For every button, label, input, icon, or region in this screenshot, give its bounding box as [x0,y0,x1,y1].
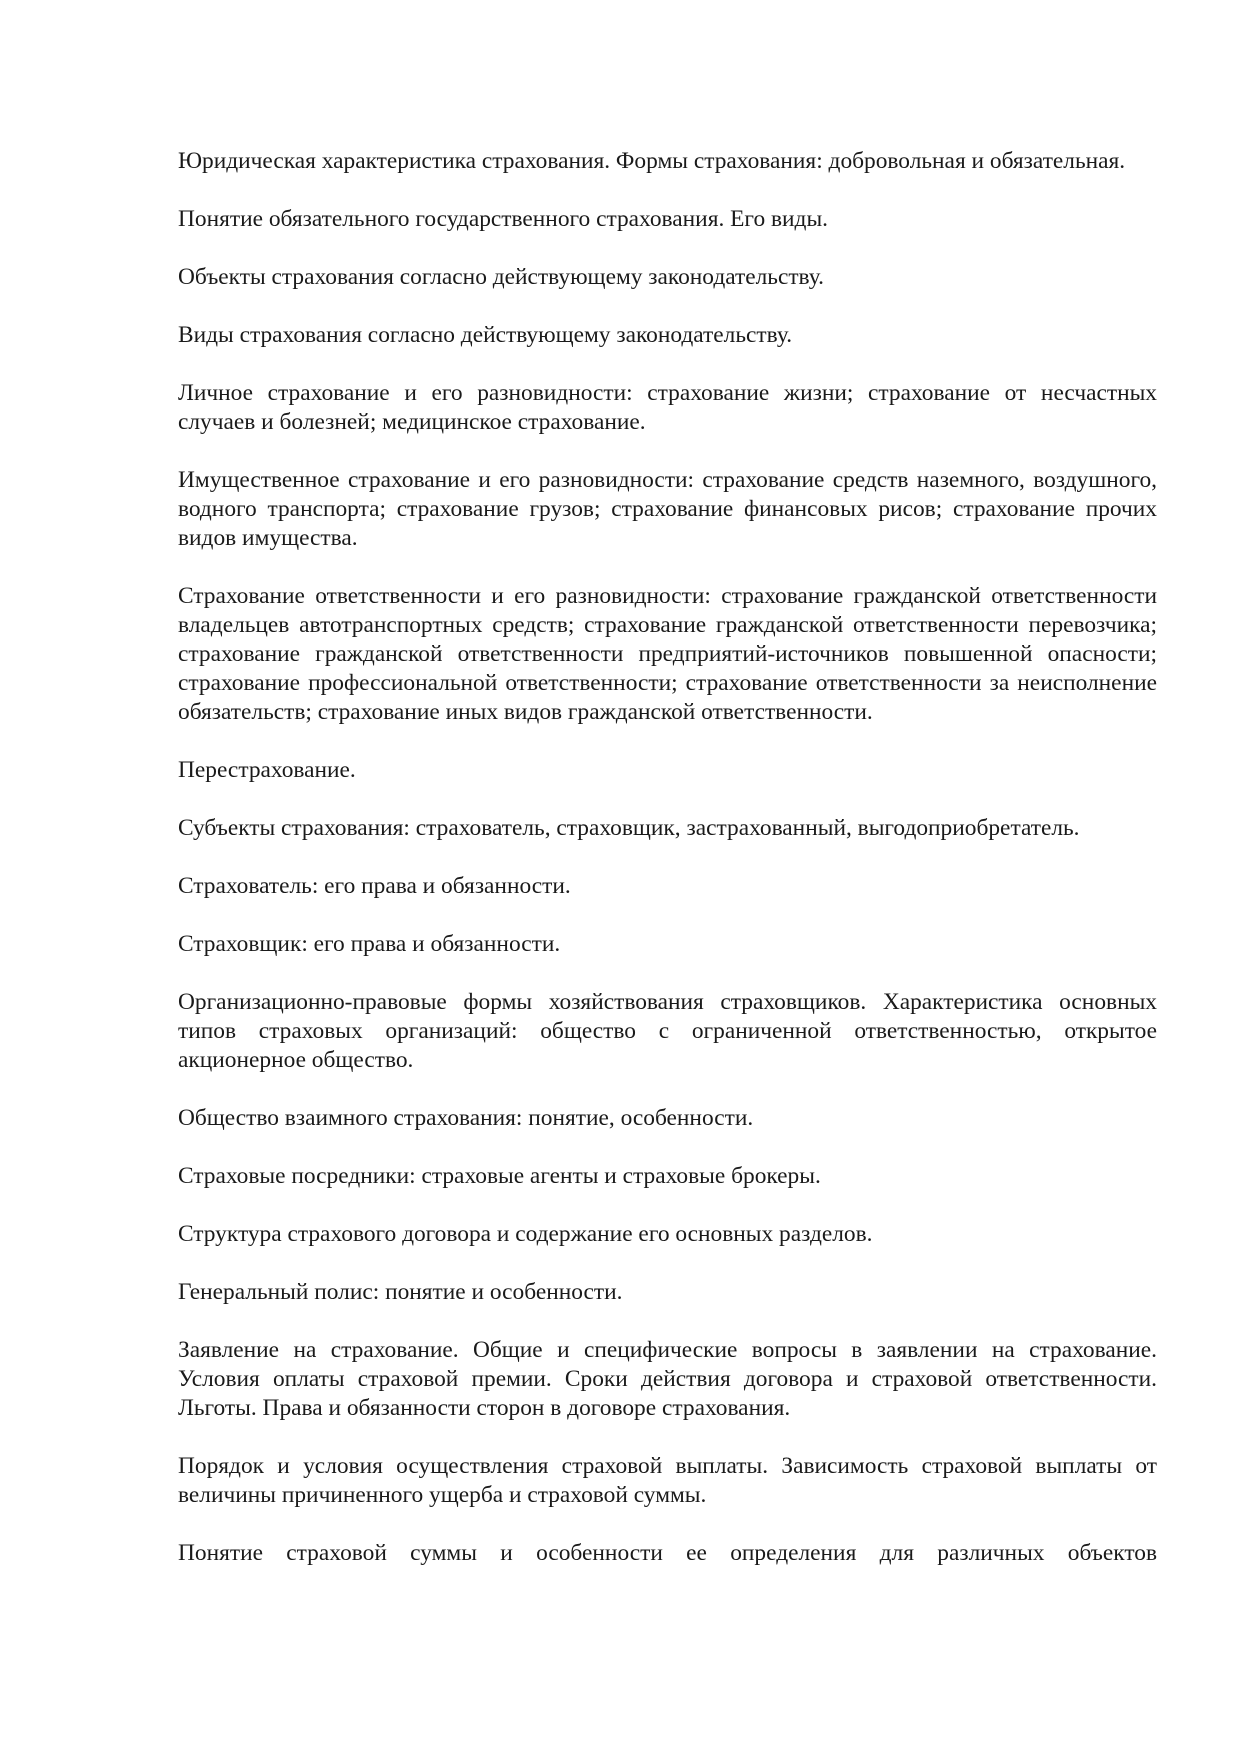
paragraph-insurance-objects: Объекты страхования согласно действующему законодательству. [178,264,824,290]
paragraph-insurer: Страховщик: его права и обязанности. [178,931,561,957]
paragraph-organizational-forms: Организационно-правовые формы хозяйствования страховщиков. Характеристика основных типов страховых организаций: общество с ограниченной ответственностью, открытое акционерное общество. [178,989,1157,1073]
paragraph-mandatory-state-insurance: Понятие обязательного государственного страхования. Его виды. [178,206,829,232]
paragraph-sum-insured: Понятие страховой суммы и особенности ее определения для различных объектов [178,1540,1157,1566]
paragraph-insurance-types: Виды страхования согласно действующему законодательству. [178,322,793,348]
paragraph-mutual-insurance: Общество взаимного страхования: понятие, особенности. [178,1105,754,1131]
paragraph-reinsurance: Перестрахование. [178,757,356,783]
paragraph-property-insurance: Имущественное страхование и его разновидности: страхование средств наземного, воздушного, водного транспорта; страхование грузов; страхование финансовых рисов; страхование прочих видов имущества. [178,467,1157,551]
paragraph-policyholder: Страхователь: его права и обязанности. [178,873,571,899]
paragraph-general-policy: Генеральный полис: понятие и особенности. [178,1279,623,1305]
paragraph-legal-characteristics: Юридическая характеристика страхования. Формы страхования: добровольная и обязательная. [178,148,1126,174]
paragraph-personal-insurance: Личное страхование и его разновидности: страхование жизни; страхование от несчастных случаев и болезней; медицинское страхование. [178,380,1157,435]
paragraph-insurance-subjects: Субъекты страхования: страхователь, страховщик, застрахованный, выгодоприобретатель. [178,815,1080,841]
paragraph-contract-structure: Структура страхового договора и содержание его основных разделов. [178,1221,873,1247]
document-body [178,147,1157,1597]
paragraph-application: Заявление на страхование. Общие и специфические вопросы в заявлении на страхование. Условия оплаты страховой премии. Сроки действия договора и страховой ответственности. Льготы. Права и обязанности сторон в договоре страхования. [178,1337,1157,1421]
paragraph-intermediaries: Страховые посредники: страховые агенты и страховые брокеры. [178,1163,821,1189]
paragraph-payment-conditions: Порядок и условия осуществления страховой выплаты. Зависимость страховой выплаты от величины причиненного ущерба и страховой суммы. [178,1453,1157,1508]
paragraph-liability-insurance: Страхование ответственности и его разновидности: страхование гражданской ответственности владельцев автотранспортных средств; страхование гражданской ответственности перевозчика; страхование гражданской ответственности предприятий-источников повышенной опасности; страхование профессиональной ответственности; страхование ответственности за неисполнение обязательств; страхование иных видов гражданской ответственности. [178,583,1157,725]
